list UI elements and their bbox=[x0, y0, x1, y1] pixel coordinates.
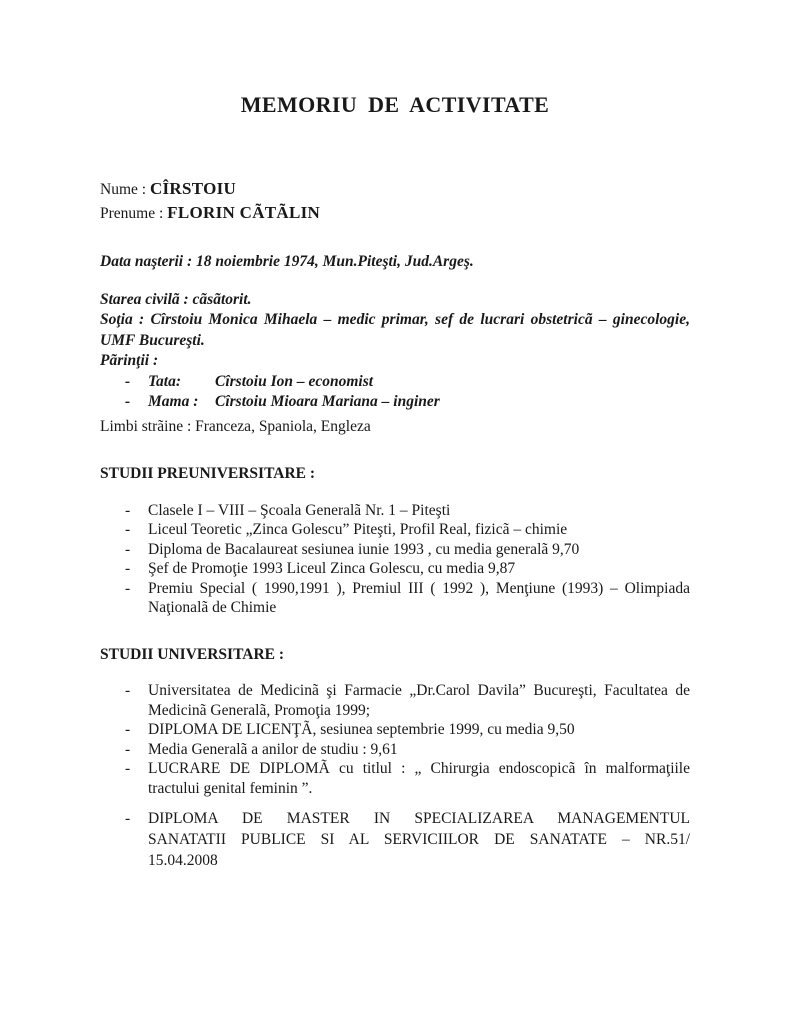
list-item-line: Liceul Teoretic „Zinca Golescu” Piteşti, Profil Real, fizicã – chimie bbox=[148, 521, 568, 538]
father-value: Cîrstoiu Ion – economist bbox=[215, 372, 374, 390]
list-item-line: Universitatea de Medicinã şi Farmacie „Dr.Carol Davila” Bucureşti, Facultatea de bbox=[148, 682, 690, 699]
bullet-dash: - bbox=[125, 579, 131, 597]
preuniversity-list bbox=[100, 501, 690, 618]
spouse-line: Soţia : Cîrstoiu Monica Mihaela – medic primar, sef de lucrari obstetricã – ginecologie, bbox=[100, 311, 690, 328]
bullet-dash: - bbox=[125, 682, 131, 699]
university-list bbox=[100, 681, 690, 798]
spouse-line: UMF Bucureşti. bbox=[100, 331, 205, 349]
bullet-dash: - bbox=[125, 393, 131, 410]
personal-data-block bbox=[100, 252, 690, 413]
father-label: Tata: bbox=[148, 372, 182, 390]
bullet-dash: - bbox=[125, 740, 131, 758]
list-item bbox=[100, 520, 690, 540]
name-line bbox=[100, 177, 690, 201]
master-line: SANATATII PUBLICE SI AL SERVICIILOR DE SANATATE – NR.51/ bbox=[148, 831, 690, 848]
mother-label: Mama : bbox=[148, 393, 199, 410]
firstname-value: FLORIN CÃTÃLIN bbox=[167, 203, 321, 222]
list-item-line: Premiu Special ( 1990,1991 ), Premiul III ( 1992 ), Menţiune (1993) – Olimpiada bbox=[148, 579, 690, 597]
bullet-dash: - bbox=[125, 540, 131, 558]
marital-status-line: Starea civilã : cãsãtorit. bbox=[100, 290, 252, 308]
document-title: MEMORIU DE ACTIVITATE bbox=[240, 92, 550, 117]
list-item-line: Şef de Promoţie 1993 Liceul Zinca Golescu, cu media 9,87 bbox=[148, 560, 516, 577]
list-item bbox=[100, 501, 690, 521]
section-heading-university: STUDII UNIVERSITARE : bbox=[100, 645, 285, 663]
list-item-line: LUCRARE DE DIPLOMÃ cu titlul : „ Chirurgia endoscopicã în malformaţiile bbox=[148, 760, 690, 777]
master-diploma-item bbox=[100, 808, 690, 871]
list-item-line: Diploma de Bacalaureat sesiunea iunie 1993 , cu media generalã 9,70 bbox=[148, 540, 580, 558]
name-value: CÎRSTOIU bbox=[149, 179, 237, 198]
master-line: 15.04.2008 bbox=[148, 852, 218, 869]
list-item bbox=[100, 759, 690, 798]
section-heading-preuniversity: STUDII PREUNIVERSITARE : bbox=[100, 465, 316, 482]
bullet-dash: - bbox=[125, 501, 131, 519]
list-item-line: DIPLOMA DE LICENŢÃ, sesiunea septembrie 1999, cu media 9,50 bbox=[148, 721, 575, 738]
mother-item bbox=[100, 392, 690, 413]
firstname-line bbox=[100, 201, 690, 225]
list-item bbox=[100, 579, 690, 618]
list-item bbox=[100, 559, 690, 579]
parents-label: Pãrinţii : bbox=[100, 352, 159, 369]
birth-date-line: Data naşterii : 18 noiembrie 1974, Mun.Piteşti, Jud.Argeş. bbox=[100, 253, 474, 270]
list-item-line: Media Generalã a anilor de studiu : 9,61 bbox=[148, 740, 398, 758]
master-line: DIPLOMA DE MASTER IN SPECIALIZAREA MANAGEMENTUL bbox=[148, 810, 690, 827]
list-item bbox=[100, 540, 690, 560]
mother-value: Cîrstoiu Mioara Mariana – inginer bbox=[215, 393, 440, 410]
list-item-line: Naţionalã de Chimie bbox=[148, 599, 277, 616]
languages-line: Limbi strãine : Franceza, Spaniola, Engleza bbox=[100, 417, 371, 435]
bullet-dash: - bbox=[125, 560, 131, 577]
father-item bbox=[100, 372, 690, 393]
list-item-line: Medicinã Generalã, Promoţia 1999; bbox=[148, 701, 371, 719]
list-item bbox=[100, 720, 690, 740]
bullet-dash: - bbox=[125, 372, 131, 390]
identity-block bbox=[100, 177, 690, 225]
bullet-dash: - bbox=[125, 721, 131, 738]
name-label: Nume : bbox=[100, 181, 147, 198]
list-item bbox=[100, 740, 690, 760]
bullet-dash: - bbox=[125, 760, 131, 777]
bullet-dash: - bbox=[125, 521, 131, 538]
firstname-label: Prenume : bbox=[100, 205, 164, 222]
bullet-dash: - bbox=[125, 810, 131, 827]
list-item-line: Clasele I – VIII – Şcoala Generalã Nr. 1 – Piteşti bbox=[148, 501, 451, 519]
list-item bbox=[100, 681, 690, 720]
list-item-line: tractului genital feminin ”. bbox=[148, 779, 313, 797]
